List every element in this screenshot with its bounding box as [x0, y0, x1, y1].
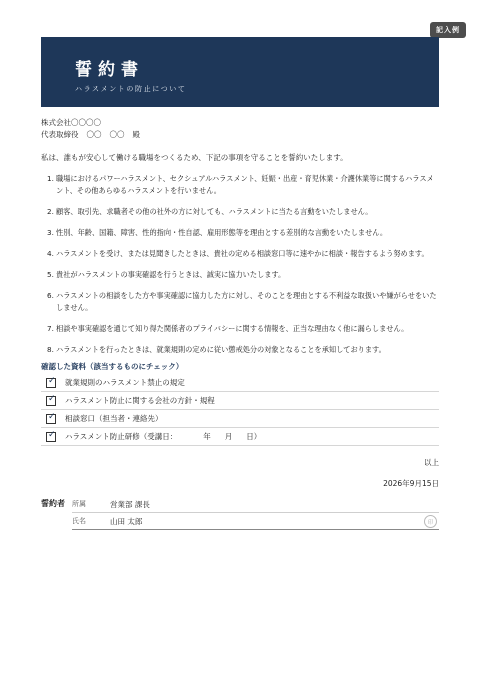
- addressee-name-part2: 〇〇: [109, 130, 125, 139]
- checked-checkbox[interactable]: [46, 432, 56, 442]
- document-check-row: [41, 410, 439, 428]
- pledge-date: 2026年9月15日: [383, 479, 439, 488]
- pledge-item: 6. ハラスメントの相談をした方や事実確認に協力した方に対し、そのことを理由とする不利益な取扱いや嫌がらせをいたしません。: [47, 291, 437, 312]
- document-label: ハラスメント防止に関する会社の方針・規程: [65, 396, 215, 405]
- signer-table: [72, 496, 439, 530]
- intro-text: 私は、誰もが安心して働ける職場をつくるため、下記の事項を守ることを誓約いたします。: [41, 153, 348, 162]
- document-label: 就業規則のハラスメント禁止の規定: [65, 378, 185, 387]
- addressee-role: 代表取締役: [41, 130, 79, 139]
- name-row: [72, 513, 439, 530]
- documents-checklist: [41, 374, 439, 446]
- document-title: 誓約書: [75, 60, 144, 80]
- title-banner: [41, 37, 439, 107]
- name-value[interactable]: 山田 太郎: [110, 516, 143, 526]
- pledge-item: 8. ハラスメントを行ったときは、就業規則の定めに従い懲戒処分の対象となることを承知しております。: [47, 345, 386, 354]
- addressee-name-part1: 〇〇: [86, 130, 102, 139]
- pledge-item: 5. 貴社がハラスメントの事実確認を行うときは、誠実に協力いたします。: [47, 270, 286, 279]
- document-label: 相談窓口（担当者・連絡先）: [65, 414, 163, 423]
- document-subtitle: ハラスメントの防止について: [75, 85, 187, 94]
- pledge-item: 7. 相談や事実確認を通じて知り得た関係者のプライバシーに関する情報を、正当な理由なく他に漏らしません。: [47, 324, 409, 333]
- department-value[interactable]: 営業部 課長: [110, 499, 150, 509]
- addressee-honorific: 殿: [132, 130, 140, 139]
- pledge-item: 4. ハラスメントを受け、または見聞きしたときは、貴社の定める相談窓口等に速やかに相談・報告するよう努めます。: [47, 249, 429, 258]
- closing-text: 以上: [424, 458, 439, 467]
- pledge-item: 1. 職場におけるパワーハラスメント、セクシュアルハラスメント、妊娠・出産・育児休業・介護休業等に関するハラスメント、その他あらゆるハラスメントを行いません。: [47, 174, 434, 195]
- document-check-row: [41, 374, 439, 392]
- checked-checkbox[interactable]: [46, 378, 56, 388]
- addressee-company: 株式会社〇〇〇〇: [41, 118, 101, 127]
- training-label: ハラスメント防止研修（受講日：: [65, 432, 178, 441]
- department-row: [72, 496, 439, 513]
- document-check-row: [41, 392, 439, 410]
- checked-checkbox[interactable]: [46, 414, 56, 424]
- pledge-list: [41, 173, 439, 365]
- pledge-item: 3. 性別、年齢、国籍、障害、性的指向・性自認、雇用形態等を理由とする差別的な言動をいたしません。: [47, 228, 388, 237]
- checked-checkbox[interactable]: [46, 396, 56, 406]
- training-check-row: [41, 428, 439, 446]
- documents-heading: 確認した資料（該当するものにチェック）: [41, 362, 184, 371]
- training-month: 月: [224, 432, 233, 441]
- seal-icon: 印: [424, 515, 437, 528]
- pledge-item: 2. 顧客、取引先、求職者その他の社外の方に対しても、ハラスメントに当たる言動をいたしません。: [47, 207, 373, 216]
- example-badge: 記入例: [430, 22, 466, 38]
- department-label: 所属: [72, 500, 86, 508]
- addressee-block: [41, 117, 148, 141]
- addressee-line: [41, 129, 148, 141]
- training-day: 日）: [246, 432, 262, 441]
- signer-label: 誓約者: [41, 499, 65, 508]
- name-label: 氏名: [72, 517, 86, 525]
- training-year: 年: [203, 432, 211, 441]
